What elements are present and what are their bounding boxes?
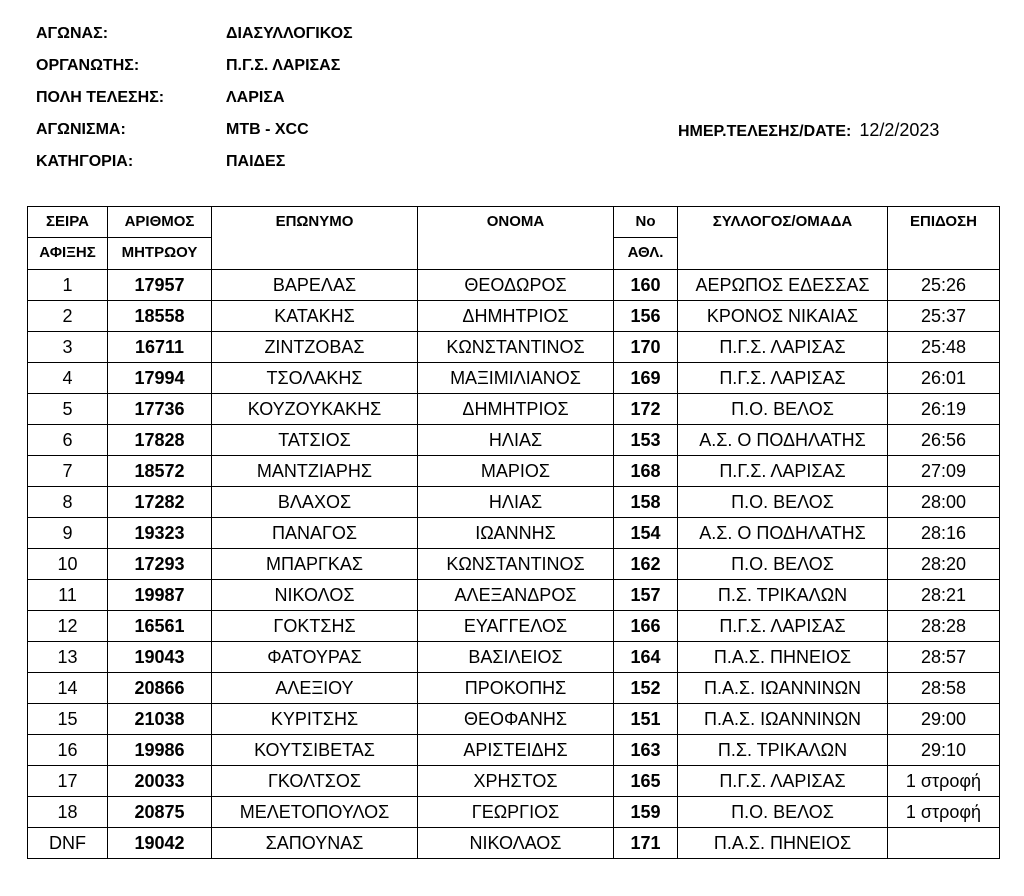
surname-cell: ΚΟΥΖΟΥΚΑΚΗΣ — [212, 394, 418, 425]
meta-value: ΛΑΡΙΣΑ — [226, 89, 285, 106]
first-name-cell: ΜΑΡΙΟΣ — [418, 456, 614, 487]
meta-label: ΟΡΓΑΝΩΤΗΣ: — [36, 57, 140, 74]
surname-cell: ΜΑΝΤΖΙΑΡΗΣ — [212, 456, 418, 487]
surname-cell: ΣΑΠΟΥΝΑΣ — [212, 828, 418, 859]
arrival-order-cell: 7 — [28, 456, 108, 487]
surname-cell: ΓΟΚΤΣΗΣ — [212, 611, 418, 642]
arrival-order-cell: 8 — [28, 487, 108, 518]
registry-number-cell: 20033 — [108, 766, 212, 797]
surname-cell: ΒΑΡΕΛΑΣ — [212, 270, 418, 301]
first-name-cell: ΚΩΝΣΤΑΝΤΙΝΟΣ — [418, 332, 614, 363]
table-row — [28, 580, 1000, 611]
registry-number-cell: 16711 — [108, 332, 212, 363]
arrival-order-cell: DNF — [28, 828, 108, 859]
header-top-label: ΣΥΛΛΟΓΟΣ/ΟΜΑΔΑ — [712, 213, 853, 230]
athlete-number-cell: 151 — [614, 704, 678, 735]
first-name-cell: ΔΗΜΗΤΡΙΟΣ — [418, 394, 614, 425]
athlete-number-cell: 162 — [614, 549, 678, 580]
first-name-cell: ΗΛΙΑΣ — [418, 487, 614, 518]
table-body — [28, 270, 1000, 859]
col-arrival-order-header — [28, 207, 108, 270]
header-top-label: ΕΠΙΔΟΣΗ — [910, 213, 977, 230]
surname-cell: ΓΚΟΛΤΣΟΣ — [212, 766, 418, 797]
header-bottom-label: ΜΗΤΡΩΟΥ — [108, 237, 212, 268]
athlete-number-cell: 169 — [614, 363, 678, 394]
col-first-name-header — [418, 207, 614, 270]
arrival-order-cell: 4 — [28, 363, 108, 394]
results-table — [27, 206, 1000, 859]
table-row — [28, 549, 1000, 580]
col-athlete-number-header — [614, 207, 678, 270]
result-cell: 26:01 — [888, 363, 1000, 394]
arrival-order-cell: 11 — [28, 580, 108, 611]
registry-number-cell: 20866 — [108, 673, 212, 704]
header-bottom-label: ΑΦΙΞΗΣ — [28, 237, 108, 268]
table-row — [28, 735, 1000, 766]
arrival-order-cell: 17 — [28, 766, 108, 797]
first-name-cell: ΑΡΙΣΤΕΙΔΗΣ — [418, 735, 614, 766]
surname-cell: ΤΑΤΣΙΟΣ — [212, 425, 418, 456]
athlete-number-cell: 152 — [614, 673, 678, 704]
result-cell: 28:28 — [888, 611, 1000, 642]
club-cell: Π.Ο. ΒΕΛΟΣ — [678, 797, 888, 828]
arrival-order-cell: 10 — [28, 549, 108, 580]
meta-label: ΑΓΩΝΑΣ: — [36, 25, 109, 42]
first-name-cell: ΑΛΕΞΑΝΔΡΟΣ — [418, 580, 614, 611]
surname-cell: ΜΠΑΡΓΚΑΣ — [212, 549, 418, 580]
athlete-number-cell: 164 — [614, 642, 678, 673]
result-cell: 26:19 — [888, 394, 1000, 425]
header-top-label: ΕΠΩΝΥΜΟ — [275, 213, 354, 230]
first-name-cell: ΙΩΑΝΝΗΣ — [418, 518, 614, 549]
arrival-order-cell: 1 — [28, 270, 108, 301]
result-cell: 28:57 — [888, 642, 1000, 673]
meta-label: ΚΑΤΗΓΟΡΙΑ: — [36, 153, 134, 170]
athlete-number-cell: 158 — [614, 487, 678, 518]
meta-value: ΠΑΙΔΕΣ — [226, 153, 286, 170]
table-row — [28, 270, 1000, 301]
table-row — [28, 766, 1000, 797]
athlete-number-cell: 168 — [614, 456, 678, 487]
club-cell: Α.Σ. Ο ΠΟΔΗΛΑΤΗΣ — [678, 425, 888, 456]
header-top-label: No — [635, 213, 656, 230]
first-name-cell: ΧΡΗΣΤΟΣ — [418, 766, 614, 797]
registry-number-cell: 17282 — [108, 487, 212, 518]
meta-value: ΔΙΑΣΥΛΛΟΓΙΚΟΣ — [226, 25, 353, 42]
meta-label: ΑΓΩΝΙΣΜΑ: — [36, 121, 126, 138]
arrival-order-cell: 6 — [28, 425, 108, 456]
date-label: ΗΜΕΡ.ΤΕΛΕΣΗΣ/DATE: — [678, 123, 852, 140]
club-cell: ΑΕΡΩΠΟΣ ΕΔΕΣΣΑΣ — [678, 270, 888, 301]
club-cell: Π.Σ. ΤΡΙΚΑΛΩΝ — [678, 580, 888, 611]
header-bottom-label: ΑΘΛ. — [614, 237, 678, 268]
result-cell: 25:37 — [888, 301, 1000, 332]
athlete-number-cell: 171 — [614, 828, 678, 859]
result-cell: 28:20 — [888, 549, 1000, 580]
header-top-label: ΑΡΙΘΜΟΣ — [124, 213, 195, 230]
athlete-number-cell: 165 — [614, 766, 678, 797]
first-name-cell: ΝΙΚΟΛΑΟΣ — [418, 828, 614, 859]
athlete-number-cell: 166 — [614, 611, 678, 642]
surname-cell: ΒΛΑΧΟΣ — [212, 487, 418, 518]
table-row — [28, 301, 1000, 332]
meta-block — [36, 22, 1006, 182]
first-name-cell: ΔΗΜΗΤΡΙΟΣ — [418, 301, 614, 332]
result-cell: 1 στροφή — [888, 797, 1000, 828]
meta-label: ΠΟΛΗ ΤΕΛΕΣΗΣ: — [36, 89, 165, 106]
athlete-number-cell: 163 — [614, 735, 678, 766]
col-surname-header — [212, 207, 418, 270]
registry-number-cell: 19987 — [108, 580, 212, 611]
result-cell: 28:21 — [888, 580, 1000, 611]
table-row — [28, 642, 1000, 673]
registry-number-cell: 20875 — [108, 797, 212, 828]
club-cell: Π.Α.Σ. ΙΩΑΝΝΙΝΩΝ — [678, 673, 888, 704]
registry-number-cell: 17828 — [108, 425, 212, 456]
club-cell: Π.Γ.Σ. ΛΑΡΙΣΑΣ — [678, 456, 888, 487]
first-name-cell: ΚΩΝΣΤΑΝΤΙΝΟΣ — [418, 549, 614, 580]
col-registry-number-header — [108, 207, 212, 270]
header-top-label: ΟΝΟΜΑ — [486, 213, 545, 230]
registry-number-cell: 19323 — [108, 518, 212, 549]
registry-number-cell: 17957 — [108, 270, 212, 301]
first-name-cell: ΘΕΟΦΑΝΗΣ — [418, 704, 614, 735]
arrival-order-cell: 2 — [28, 301, 108, 332]
meta-row-category — [36, 150, 1006, 182]
registry-number-cell: 17994 — [108, 363, 212, 394]
result-cell: 29:10 — [888, 735, 1000, 766]
club-cell: Π.Γ.Σ. ΛΑΡΙΣΑΣ — [678, 766, 888, 797]
date-value: 12/2/2023 — [859, 120, 940, 140]
club-cell: Π.Γ.Σ. ΛΑΡΙΣΑΣ — [678, 363, 888, 394]
surname-cell: ΖΙΝΤΖΟΒΑΣ — [212, 332, 418, 363]
surname-cell: ΚΥΡΙΤΣΗΣ — [212, 704, 418, 735]
table-row — [28, 456, 1000, 487]
arrival-order-cell: 15 — [28, 704, 108, 735]
surname-cell: ΚΟΥΤΣΙΒΕΤΑΣ — [212, 735, 418, 766]
club-cell: Π.Α.Σ. ΙΩΑΝΝΙΝΩΝ — [678, 704, 888, 735]
first-name-cell: ΓΕΩΡΓΙΟΣ — [418, 797, 614, 828]
first-name-cell: ΘΕΟΔΩΡΟΣ — [418, 270, 614, 301]
table-row — [28, 611, 1000, 642]
result-cell: 27:09 — [888, 456, 1000, 487]
athlete-number-cell: 157 — [614, 580, 678, 611]
meta-row-race — [36, 22, 1006, 54]
meta-row-event — [36, 118, 1006, 150]
athlete-number-cell: 160 — [614, 270, 678, 301]
surname-cell: ΤΣΟΛΑΚΗΣ — [212, 363, 418, 394]
meta-value: MTB - XCC — [226, 121, 309, 138]
table-header-row — [28, 207, 1000, 270]
registry-number-cell: 16561 — [108, 611, 212, 642]
registry-number-cell: 18558 — [108, 301, 212, 332]
club-cell: ΚΡΟΝΟΣ ΝΙΚΑΙΑΣ — [678, 301, 888, 332]
first-name-cell: ΕΥΑΓΓΕΛΟΣ — [418, 611, 614, 642]
arrival-order-cell: 9 — [28, 518, 108, 549]
first-name-cell: ΜΑΞΙΜΙΛΙΑΝΟΣ — [418, 363, 614, 394]
registry-number-cell: 18572 — [108, 456, 212, 487]
athlete-number-cell: 154 — [614, 518, 678, 549]
result-cell: 28:00 — [888, 487, 1000, 518]
club-cell: Α.Σ. Ο ΠΟΔΗΛΑΤΗΣ — [678, 518, 888, 549]
arrival-order-cell: 3 — [28, 332, 108, 363]
arrival-order-cell: 16 — [28, 735, 108, 766]
club-cell: Π.Σ. ΤΡΙΚΑΛΩΝ — [678, 735, 888, 766]
arrival-order-cell: 5 — [28, 394, 108, 425]
first-name-cell: ΗΛΙΑΣ — [418, 425, 614, 456]
first-name-cell: ΠΡΟΚΟΠΗΣ — [418, 673, 614, 704]
registry-number-cell: 19043 — [108, 642, 212, 673]
athlete-number-cell: 170 — [614, 332, 678, 363]
table-row — [28, 425, 1000, 456]
athlete-number-cell: 156 — [614, 301, 678, 332]
result-cell: 25:26 — [888, 270, 1000, 301]
table-row — [28, 704, 1000, 735]
table-row — [28, 363, 1000, 394]
surname-cell: ΠΑΝΑΓΟΣ — [212, 518, 418, 549]
table-row — [28, 797, 1000, 828]
surname-cell: ΑΛΕΞΙΟΥ — [212, 673, 418, 704]
athlete-number-cell: 153 — [614, 425, 678, 456]
result-cell: 1 στροφή — [888, 766, 1000, 797]
registry-number-cell: 17293 — [108, 549, 212, 580]
header-top-label: ΣΕΙΡΑ — [46, 213, 89, 230]
club-cell: Π.Α.Σ. ΠΗΝΕΙΟΣ — [678, 642, 888, 673]
date-block — [678, 118, 939, 144]
club-cell: Π.Γ.Σ. ΛΑΡΙΣΑΣ — [678, 332, 888, 363]
club-cell: Π.Ο. ΒΕΛΟΣ — [678, 487, 888, 518]
result-cell — [888, 828, 1000, 859]
col-result-header — [888, 207, 1000, 270]
meta-value: Π.Γ.Σ. ΛΑΡΙΣΑΣ — [226, 57, 341, 74]
registry-number-cell: 21038 — [108, 704, 212, 735]
club-cell: Π.Ο. ΒΕΛΟΣ — [678, 549, 888, 580]
meta-row-organizer — [36, 54, 1006, 86]
surname-cell: ΜΕΛΕΤΟΠΟΥΛΟΣ — [212, 797, 418, 828]
result-cell: 29:00 — [888, 704, 1000, 735]
table-row — [28, 394, 1000, 425]
table-row — [28, 828, 1000, 859]
registry-number-cell: 17736 — [108, 394, 212, 425]
registry-number-cell: 19986 — [108, 735, 212, 766]
surname-cell: ΝΙΚΟΛΟΣ — [212, 580, 418, 611]
athlete-number-cell: 172 — [614, 394, 678, 425]
table-row — [28, 487, 1000, 518]
table-row — [28, 332, 1000, 363]
arrival-order-cell: 14 — [28, 673, 108, 704]
club-cell: Π.Α.Σ. ΠΗΝΕΙΟΣ — [678, 828, 888, 859]
meta-row-city — [36, 86, 1006, 118]
surname-cell: ΦΑΤΟΥΡΑΣ — [212, 642, 418, 673]
athlete-number-cell: 159 — [614, 797, 678, 828]
result-cell: 28:16 — [888, 518, 1000, 549]
table-row — [28, 673, 1000, 704]
result-cell: 28:58 — [888, 673, 1000, 704]
registry-number-cell: 19042 — [108, 828, 212, 859]
arrival-order-cell: 13 — [28, 642, 108, 673]
table-row — [28, 518, 1000, 549]
club-cell: Π.Ο. ΒΕΛΟΣ — [678, 394, 888, 425]
arrival-order-cell: 12 — [28, 611, 108, 642]
club-cell: Π.Γ.Σ. ΛΑΡΙΣΑΣ — [678, 611, 888, 642]
first-name-cell: ΒΑΣΙΛΕΙΟΣ — [418, 642, 614, 673]
result-cell: 25:48 — [888, 332, 1000, 363]
arrival-order-cell: 18 — [28, 797, 108, 828]
result-cell: 26:56 — [888, 425, 1000, 456]
surname-cell: ΚΑΤΑΚΗΣ — [212, 301, 418, 332]
col-club-header — [678, 207, 888, 270]
